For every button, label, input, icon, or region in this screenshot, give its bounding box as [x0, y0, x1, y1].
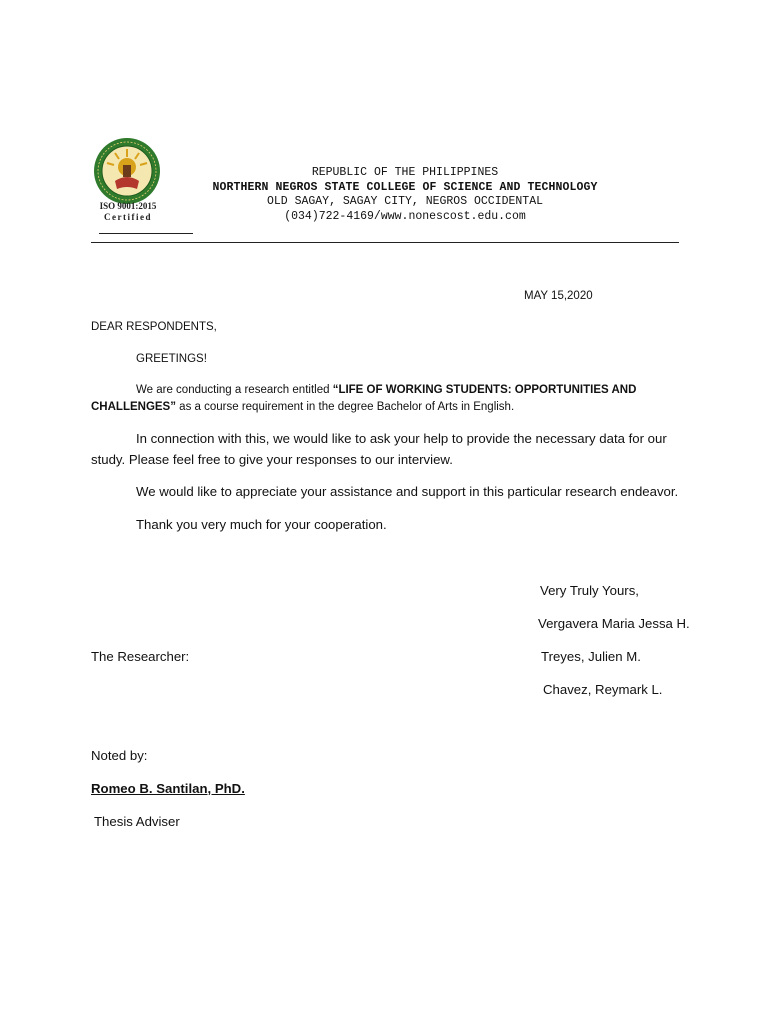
research-title-part-2: CHALLENGES”: [91, 401, 176, 413]
college-seal-logo: [93, 137, 161, 205]
greeting: GREETINGS!: [136, 353, 207, 365]
researcher-name-1: Vergavera Maria Jessa H.: [538, 616, 690, 631]
letterhead-text: [190, 166, 620, 224]
closing: Very Truly Yours,: [540, 583, 639, 598]
iso-certification-label: [96, 201, 160, 223]
p1-tail: as a course requirement in the degree Bachelor of Arts in English.: [175, 401, 515, 413]
republic-line: REPUBLIC OF THE PHILIPPINES: [311, 166, 499, 179]
seal-underline: [99, 233, 193, 234]
iso-certified: Certified: [104, 212, 152, 222]
paragraph-4: Thank you very much for your cooperation.: [136, 517, 387, 532]
paragraph-1-line-2: [91, 401, 514, 413]
college-address: OLD SAGAY, SAGAY CITY, NEGROS OCCIDENTAL: [266, 195, 544, 208]
salutation: DEAR RESPONDENTS,: [91, 321, 217, 333]
letter-date: MAY 15,2020: [524, 290, 593, 302]
researcher-name-2: Treyes, Julien M.: [541, 649, 641, 664]
p1-lead: We are conducting a research entitled: [136, 384, 333, 396]
adviser-name: Romeo B. Santilan, PhD.: [91, 781, 245, 796]
researcher-name-3: Chavez, Reymark L.: [543, 682, 663, 697]
college-name: NORTHERN NEGROS STATE COLLEGE OF SCIENCE AND TECHNOLOGY: [212, 180, 598, 194]
paragraph-2-line-1: In connection with this, we would like to ask your help to provide the necessary data for our: [136, 431, 667, 446]
research-title-part-1: “LIFE OF WORKING STUDENTS: OPPORTUNITIES AND: [332, 384, 637, 396]
header-rule: [91, 242, 679, 243]
iso-standard: ISO 9001:2015: [99, 201, 157, 211]
college-contact: (034)722-4169/www.nonescost.edu.com: [284, 209, 526, 223]
researcher-label: The Researcher:: [91, 649, 190, 664]
paragraph-3: We would like to appreciate your assistance and support in this particular research endeavor.: [136, 484, 679, 499]
noted-by-label: Noted by:: [91, 748, 148, 763]
paragraph-2-line-2: study. Please feel free to give your responses to our interview.: [91, 452, 453, 467]
paragraph-1-line-1: [136, 384, 636, 396]
adviser-title: Thesis Adviser: [94, 814, 180, 829]
